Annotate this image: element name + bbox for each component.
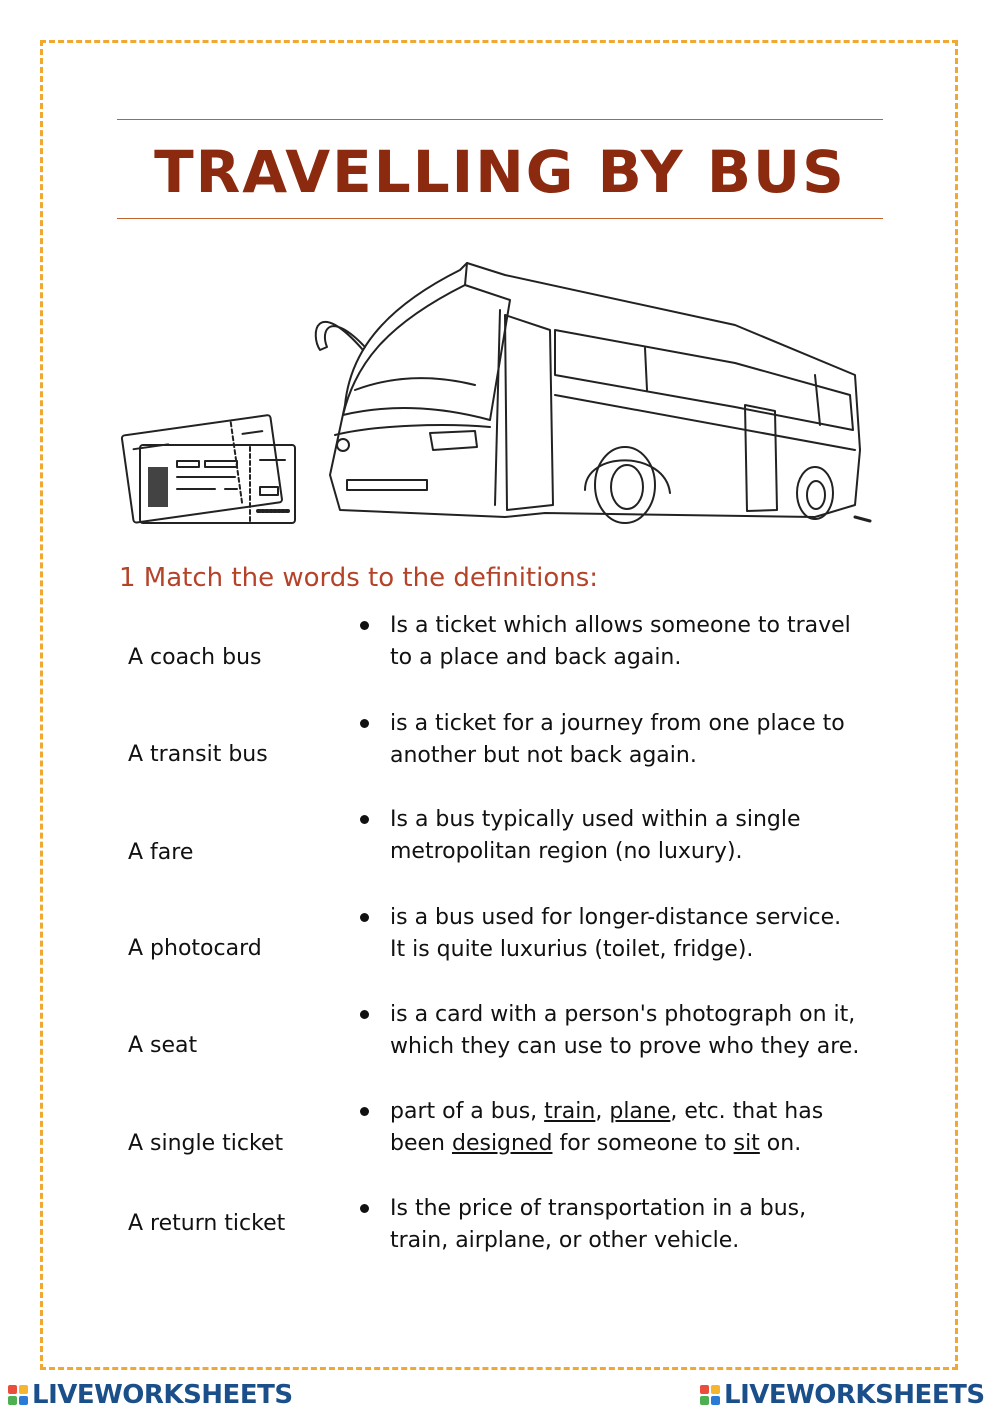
definition-link-plane[interactable]: plane <box>609 1099 671 1124</box>
word-photocard[interactable]: A photocard <box>128 936 262 961</box>
liveworksheets-logo-icon <box>8 1385 28 1405</box>
word-single-ticket[interactable]: A single ticket <box>128 1131 284 1156</box>
definition-line: is a ticket for a journey from one place to <box>390 711 845 736</box>
liveworksheets-logo-icon <box>700 1385 720 1405</box>
page-border <box>40 40 958 1370</box>
definition-line: It is quite luxurius (toilet, fridge). <box>390 937 754 962</box>
bullet-icon <box>360 1010 369 1019</box>
definition-text: been <box>390 1131 452 1156</box>
definition-line: metropolitan region (no luxury). <box>390 839 743 864</box>
definition-text: , <box>595 1099 610 1124</box>
definition-line: is a card with a person's photograph on it, <box>390 1002 856 1027</box>
bullet-icon <box>360 815 369 824</box>
definition-line: is a bus used for longer-distance service. <box>390 905 842 930</box>
definition-text: , etc. that has <box>670 1099 824 1124</box>
bullet-icon <box>360 719 369 728</box>
definition-line: another but not back again. <box>390 743 697 768</box>
ticket-back-icon <box>122 415 283 523</box>
definition-item[interactable] <box>360 1096 920 1160</box>
liveworksheets-brand: LIVEWORKSHEETS <box>32 1380 293 1410</box>
bullet-icon <box>360 1107 369 1116</box>
word-transit-bus[interactable]: A transit bus <box>128 742 268 767</box>
definition-link-train[interactable]: train <box>544 1099 596 1124</box>
definition-item[interactable] <box>360 708 920 772</box>
definition-item[interactable] <box>360 804 920 868</box>
bullet-icon <box>360 1204 369 1213</box>
page-title: TRAVELLING BY BUS <box>154 138 846 206</box>
bullet-icon <box>360 913 369 922</box>
liveworksheets-brand: LIVEWORKSHEETS <box>724 1380 985 1410</box>
definition-text: for someone to <box>552 1131 734 1156</box>
definition-item[interactable] <box>360 999 920 1063</box>
liveworksheets-logo-right <box>700 1380 985 1410</box>
definition-link-sit[interactable]: sit <box>733 1131 760 1156</box>
bus-icon <box>316 263 870 523</box>
definition-text: on. <box>759 1131 802 1156</box>
bus-and-tickets-illustration <box>115 255 885 540</box>
title-rule-top <box>117 119 883 120</box>
instruction-heading: 1 Match the words to the definitions: <box>119 563 599 593</box>
word-fare[interactable]: A fare <box>128 840 194 865</box>
definition-line: Is a ticket which allows someone to travel <box>390 613 851 638</box>
definition-line: Is the price of transportation in a bus, <box>390 1196 807 1221</box>
word-seat[interactable]: A seat <box>128 1033 198 1058</box>
word-return-ticket[interactable]: A return ticket <box>128 1211 286 1236</box>
bullet-icon <box>360 621 369 630</box>
definition-item[interactable] <box>360 902 920 966</box>
definition-link-designed[interactable]: designed <box>451 1131 553 1156</box>
definition-line: to a place and back again. <box>390 645 682 670</box>
definition-line: Is a bus typically used within a single <box>390 807 801 832</box>
definition-line: which they can use to prove who they are. <box>390 1034 860 1059</box>
definition-item[interactable] <box>360 610 920 674</box>
definition-text: part of a bus, <box>390 1099 545 1124</box>
definition-item[interactable] <box>360 1193 920 1257</box>
word-coach-bus[interactable]: A coach bus <box>128 645 262 670</box>
definition-line: train, airplane, or other vehicle. <box>390 1228 740 1253</box>
liveworksheets-logo-left <box>8 1380 293 1410</box>
title-rule-bottom <box>117 218 883 219</box>
